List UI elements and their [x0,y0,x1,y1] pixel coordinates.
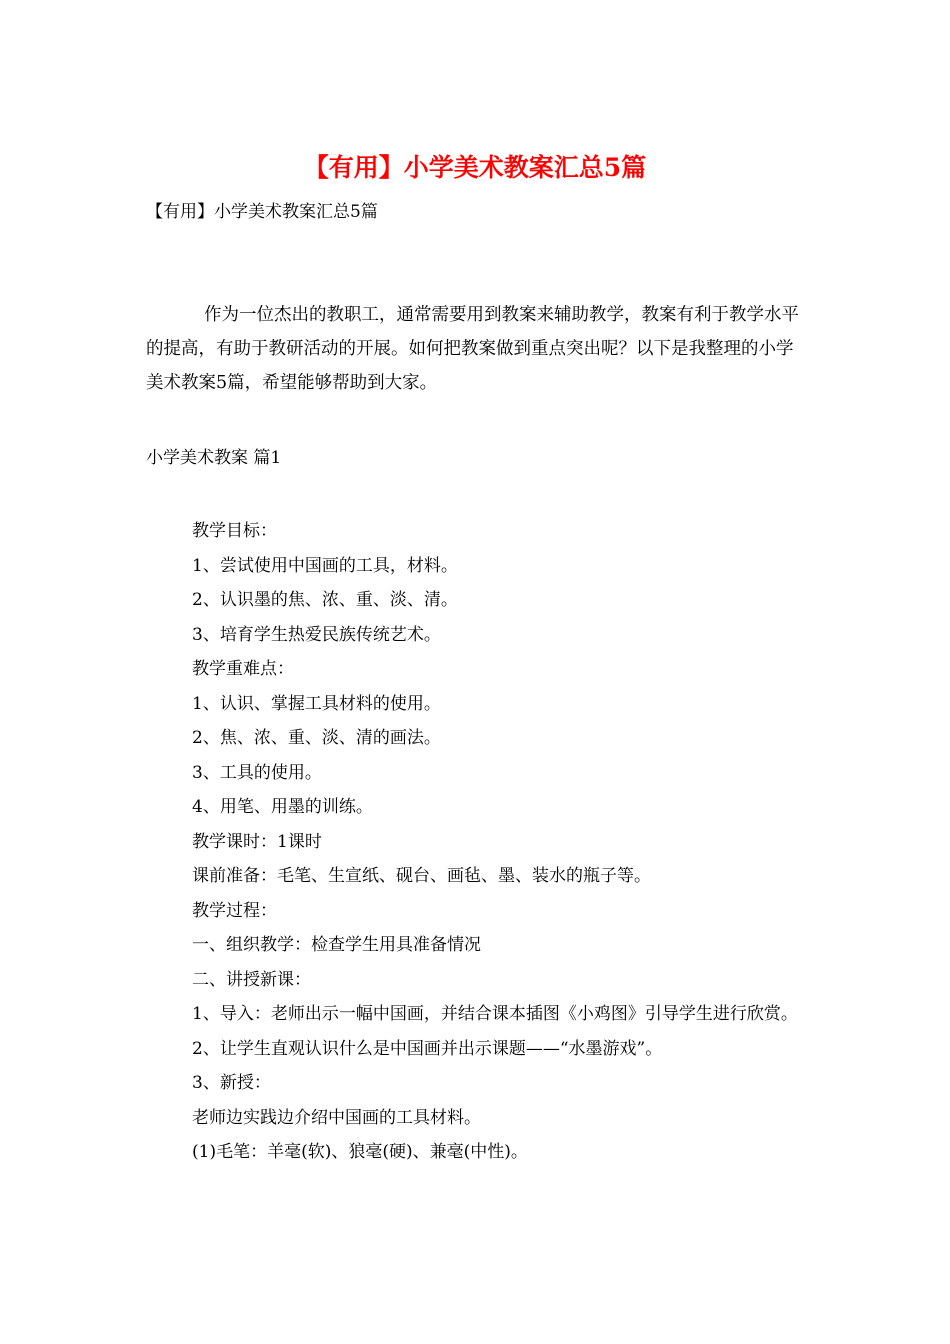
body-paragraph: 1、导入：老师出示一幅中国画，并结合课本插图《小鸡图》引导学生进行欣赏。 [192,1004,798,1024]
body-line: 教学目标： [192,521,277,541]
body-line: 教学重难点： [192,659,294,679]
body-line: 4、用笔、用墨的训练。 [192,797,373,817]
body-line: (1)毛笔：羊毫(软)、狼毫(硬)、兼毫(中性)。 [192,1142,528,1162]
document-subtitle: 【有用】小学美术教案汇总5篇 [146,202,378,222]
body-line: 一、组织教学：检查学生用具准备情况 [192,935,481,955]
intro-text: 作为一位杰出的教职工，通常需要用到教案来辅助教学，教案有利于教学水平的提高，有助于教研活动的开展。如何把教案做到重点突出呢？以下是我整理的小学美术教案5篇，希望能够帮助到大家。 [146,305,799,393]
body-line: 1、尝试使用中国画的工具，材料。 [192,555,458,576]
body-line: 2、认识墨的焦、浓、重、淡、清。 [192,590,458,610]
lesson-body [146,514,806,1170]
body-line: 3、工具的使用。 [192,762,322,783]
body-line: 老师边实践边介绍中国画的工具材料。 [192,1107,481,1128]
intro-paragraph [146,298,806,400]
body-line: 1、认识、掌握工具材料的使用。 [192,693,441,714]
section-heading: 小学美术教案 篇1 [146,448,282,468]
body-line: 教学课时：1课时 [192,831,322,852]
document-title: 【有用】小学美术教案汇总5篇 [303,153,647,182]
body-line: 2、焦、浓、重、淡、清的画法。 [192,728,441,748]
body-line: 3、新授： [192,1073,271,1093]
body-line: 2、让学生直观认识什么是中国画并出示课题——“水墨游戏”。 [192,1038,663,1059]
body-line: 教学过程： [192,900,277,921]
body-line: 课前准备：毛笔、生宣纸、砚台、画毡、墨、装水的瓶子等。 [192,866,651,886]
body-line: 3、培育学生热爱民族传统艺术。 [192,624,441,645]
body-line: 二、讲授新课： [192,969,311,990]
